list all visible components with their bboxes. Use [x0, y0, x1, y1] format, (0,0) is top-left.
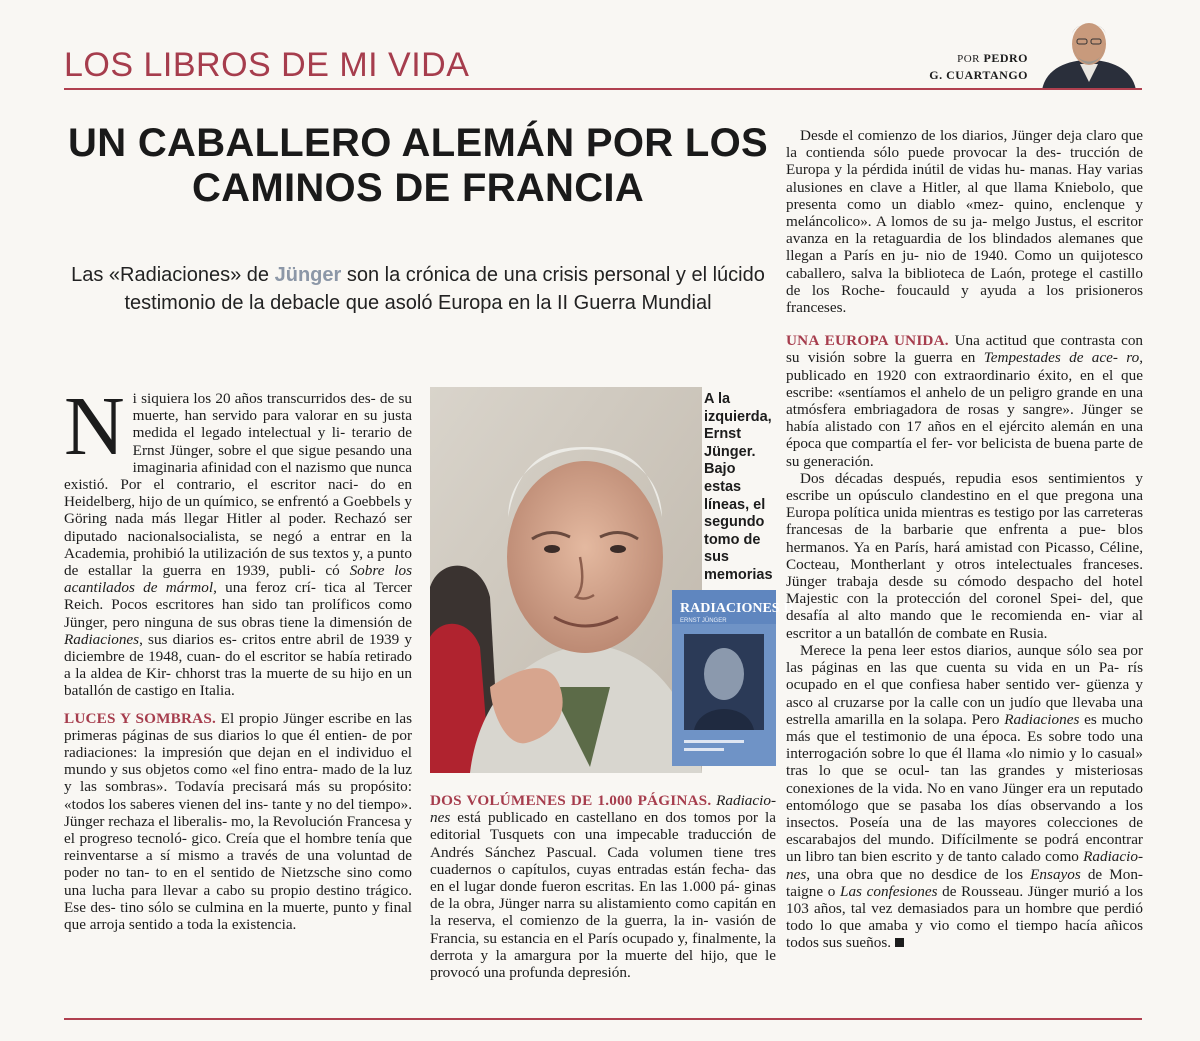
p7-title-4: Las confesiones	[840, 882, 938, 900]
paragraph-volumenes	[430, 792, 776, 981]
footer-rule	[64, 1018, 1142, 1020]
subhead-europa: UNA EUROPA UNIDA.	[786, 332, 949, 350]
p5-text: Una actitud que contrasta con su visión sobre la guerra en	[786, 332, 1144, 367]
paragraph-desde: Desde el comienzo de los diarios, Jünger deja claro que la contienda sólo puede provocar la des- trucción de Europa y la pérdida inútil de vidas hu- manas. Hay varias alusiones en clave a Hitler, al que llama Kniebolo, que presenta como un diablo «mez- quino, enclenque y meláncolico». A lomos de su ja- melgo Justus, el escritor avanza en la retaguardia de los blindados alemanes que llegan a París en ju- nio de 1940. Como un quijotesco caballero, salva la biblioteca de Laón, protege el castillo de los Roche- foucauld y ayuda a los prisioneros franceses.	[786, 127, 1143, 317]
p1-title-2: Radiaciones	[64, 630, 140, 648]
byline-first-name: PEDRO	[983, 51, 1028, 65]
p3-title: Radiacio- nes	[430, 792, 777, 827]
book-author: ERNST JÜNGER	[680, 618, 727, 624]
p7-text-b: es mucho más que el testimonio de una época. Es sobre todo una interrogación sobre lo que él llama «lo nimio y lo casual» tras lo que se ocul- tan las grandes y misteriosas conexiones de la vida. No en vano Jünger era un reputado entomólogo que se pasaba los días observando a los insectos. Poseía una de las mayores colecciones de escarabajos del mundo. Difícilmente se podrá encontrar un libro tan bien escrito y de tanto calado como	[786, 710, 1143, 866]
book-title: RADIACIONES II	[680, 601, 794, 616]
end-mark	[895, 938, 904, 947]
standfirst-text-b: son la crónica de una crisis personal y el lúcido testimonio de la debacle que asoló Europa en la II Guerra Mundial	[124, 264, 765, 314]
p7-title-1: Radiaciones	[1004, 710, 1080, 728]
p5-text-b: , publicado en 1920 con extraordinario éxito, en el que escribe: «sentíamos el anhelo de un peligro grande en una atmósfera embriagadora de rosas y sangre». Jünger se había alistado con 17 años en el ejército alemán en una época que compartía el fer- vor belicista de buena parte de su generación.	[786, 349, 1143, 470]
p5-title: Tempestades de ace- ro	[983, 349, 1140, 367]
subhead-volumenes: DOS VOLÚMENES DE 1.000 PÁGINAS.	[430, 792, 712, 809]
column-left	[64, 380, 412, 934]
p2-text: El propio Jünger escribe en las primeras páginas de sus diarios lo que él entien- de por radiaciones: la impresión que dejan en el individuo el mundo y sus objetos como «el fino entra- mado de la luz y las sombras». Todavía precisará más su propósito: «todos los saberes vienen del ins- tante y no del tiempo». Jünger rechaza el liberalis- mo, la Revolución Francesa y el progreso tecnoló- gico. Creía que el hombre tenía que reinventarse a sí mismo a través de una voluntad de poder no tan- to en el sentido de Nietzsche sino como una lucha para llevar a cabo su propio destino trágico. Ese des- tino sólo se culmina en la muerte, punto y final que arroja sentido a toda la existencia.	[64, 709, 412, 934]
paragraph-merece	[786, 642, 1143, 952]
p7-text-c: , una obra que no desdice de los	[806, 865, 1031, 883]
paragraph-europa	[786, 332, 1143, 470]
paragraph-decadas: Dos décadas después, repudia esos sentimientos y escribe un opúsculo clandestino en el que pregona una Europa política unida mientras es testigo por las carreteras francesas de la barbarie que enfrenta a pue- blos hermanos. Ya en París, hará amistad con Picasso, Céline, Cocteau, Montherlant y otros intelectuales franceses. Jünger trabaja desde su cómodo despacho del hotel Majestic con la protección del coronel Spei- del, que desafía al alto mando que le recomienda en- viar al escritor a un batallón de combate en Rusia.	[786, 469, 1143, 642]
p7-text-d: de Mon- taigne o	[786, 865, 1143, 900]
p3-text: está publicado en castellano en dos tomos por la editorial Tusquets con una impecable traducción de Andrés Sánchez Pascual. Cada volumen tiene tres cuadernos o capítulos, cuyas entradas están fecha- das en el lugar donde fueron escritas. En las 1.000 pá- ginas de la obra, Jünger narra su alistamiento como capitán en la reserva, el comienzo de la guerra, la in- vasión de Francia, su estancia en el París ocupado y, finalmente, la derrota y la amargura por la muerte del hijo, que le provocó una profunda depresión.	[430, 809, 776, 982]
byline-last-name: G. CUARTANGO	[929, 68, 1028, 82]
standfirst	[64, 261, 772, 317]
p7-text: Merece la pena leer estos diarios, aunque sólo sea por las páginas en las que cuenta su vida en un Pa- rís ocupado en el que confiesa haber sentido ver- güenza y asco al cruzarse por la calle con un judío que llevaba una estrella amarilla en la solapa. Pero	[786, 641, 1143, 728]
p7-title-3: Ensayos	[1030, 865, 1081, 883]
intro-paragraph	[64, 380, 412, 700]
p7-title-2: Radiacio- nes	[786, 848, 1143, 883]
book-cover	[672, 590, 794, 766]
p1-text-b: , una feroz crí- tica al Tercer Reich. Pocos escritores han sido tan prolíficos como Jünger, pero ninguna de sus obras tiene la dimensión de	[64, 579, 412, 631]
juenger-photo	[430, 387, 702, 773]
headline: UN CABALLERO ALEMÁN POR LOS CAMINOS DE FRANCIA	[68, 121, 768, 210]
section-title: LOS LIBROS DE MI VIDA	[64, 46, 470, 84]
p1-title-1: Sobre los acantilados de mármol	[64, 562, 412, 597]
standfirst-text-a: Las «Radiaciones» de	[71, 264, 275, 286]
p7-text-e: de Rousseau. Jünger murió a los 103 años, tal vez demasiados para un hombre que perdió todo lo que amaba y vio como el tiempo hacía añicos todos sus sueños.	[786, 882, 1143, 952]
drop-cap: N	[64, 380, 125, 473]
standfirst-highlight: Jünger	[274, 264, 342, 286]
column-middle	[430, 792, 776, 981]
subhead-luces: LUCES Y SOMBRAS.	[64, 709, 216, 727]
photo-caption: A la izquierda, Ernst Jünger. Bajo estas líneas, el segundo tomo de sus memorias	[704, 391, 773, 583]
byline	[929, 50, 1028, 83]
header-rule	[64, 88, 1142, 90]
p1-text: i siquiera los 20 años transcurridos des- de su muerte, han servido para valorar en su justa medida el legado intelectual y li- terario de Ernst Jünger, sobre el que sigue pesando una imaginaria afinidad con el nazismo que nunca existió. Por el contrario, el escritor naci- do en Heidelberg, hijo de un químico, se enfrentó a Goebbels y Göring nada más llegar Hitler al poder. Rechazó ser diputado nacionalsocialista, se negó a entrar en la Academia, prohibió la utilización de sus textos y, a punto de estallar la guerra en 1939, publi- có	[64, 390, 412, 580]
paragraph-luces	[64, 710, 412, 934]
column-right	[786, 127, 1143, 952]
author-portrait	[1036, 14, 1142, 90]
byline-prefix: POR	[957, 53, 980, 65]
p1-text-c: , sus diarios es- critos entre abril de 1939 y diciembre de 1948, cuan- do el escritor se había retirado a la aldea de Kir- chhorst tras la muerte de su hijo en un batallón de castigo en Italia.	[64, 630, 412, 700]
